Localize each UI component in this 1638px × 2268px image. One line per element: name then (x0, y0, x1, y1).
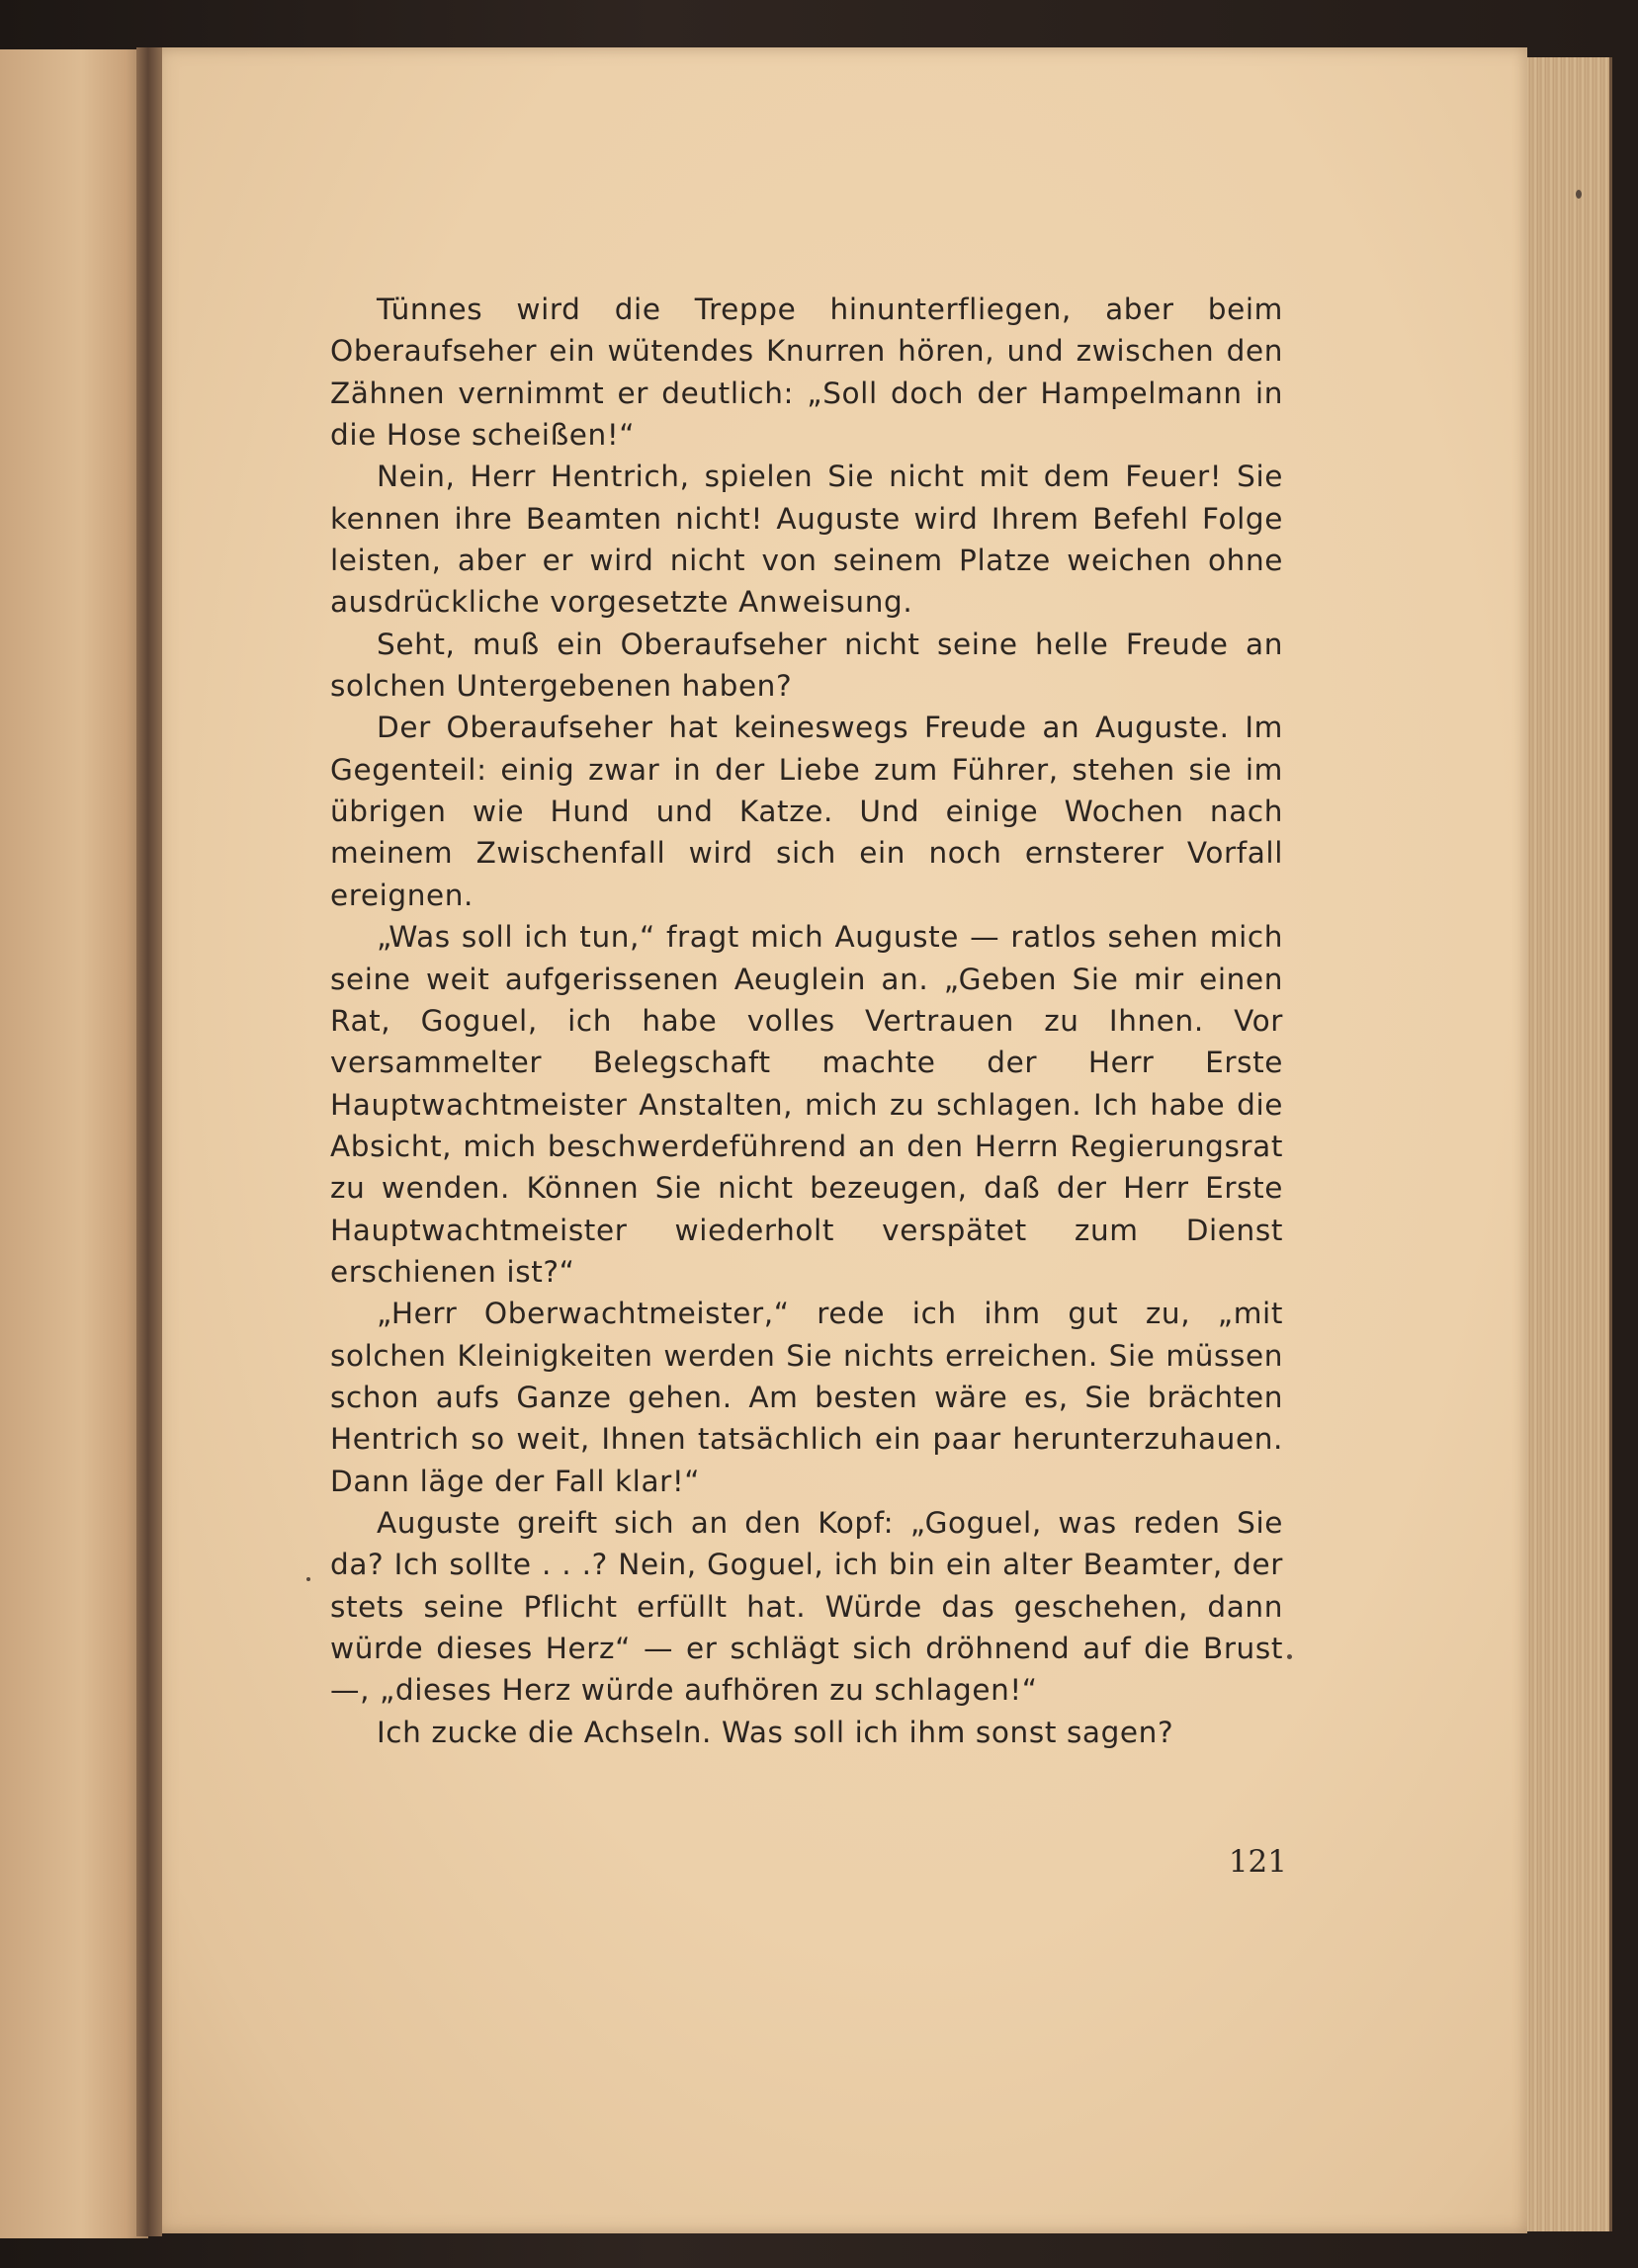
left-page-edge (0, 49, 148, 2238)
paragraph: Der Oberaufseher hat keineswegs Freude an Auguste. Im Gegenteil: einig zwar in der Liebe zum Führer, stehen sie im übrigen wie Hund und Katze. Und einige Wochen nach meinem Zwischenfall wird sich ein noch ernsterer Vorfall ereignen. (330, 711, 1283, 912)
paper-speck (1576, 190, 1582, 199)
paper-speck (1287, 1654, 1292, 1659)
paragraph: „Was soll ich tun,“ fragt mich Auguste — ratlos sehen mich seine weit aufgerissenen Aeuglein an. „Geben Sie mir einen Rat, Goguel, ich habe volles Vertrauen zu Ihnen. Vor versammelter Belegschaft machte der Herr Erste Hauptwachtmeister Anstalten, mich zu schlagen. Ich habe die Absicht, mich beschwerdeführend an den Herrn Regierungsrat zu wenden. Können Sie nicht bezeugen, daß der Herr Erste Hauptwachtmeister wiederholt verspätet zum Dienst erschienen ist?“ (330, 920, 1283, 1289)
page-number: 121 (1228, 1844, 1287, 1880)
paragraph: Tünnes wird die Treppe hinunterfliegen, aber beim Oberaufseher ein wütendes Knurren hören, und zwischen den Zähnen vernimmt er deutlich: „Soll doch der Hampelmann in die Hose scheißen!“ (330, 293, 1283, 453)
paragraph: Ich zucke die Achseln. Was soll ich ihm sonst sagen? (377, 1715, 1174, 1749)
paragraph: Auguste greift sich an den Kopf: „Goguel, was reden Sie da? Ich sollte . . .? Nein, Goguel, ich bin ein alter Beamter, der stets seine Pflicht erfüllt hat. Würde das geschehen, dann würde dieses Herz“ — er schlägt sich dröhnend auf die Brust —, „dieses Herz würde aufhören zu schlagen!“ (330, 1505, 1283, 1708)
paragraph: Seht, muß ein Oberaufseher nicht seine helle Freude an solchen Untergebenen haben? (330, 627, 1283, 704)
book-gutter (136, 47, 162, 2236)
body-text (330, 289, 1283, 1753)
paragraph: Nein, Herr Hentrich, spielen Sie nicht mit dem Feuer! Sie kennen ihre Beamten nicht! Auguste wird Ihrem Befehl Folge leisten, aber er wird nicht von seinem Platze weichen ohne ausdrückliche vorgesetzte Anweisung. (330, 460, 1283, 620)
page-stack-edges (1522, 57, 1612, 2231)
paragraph: „Herr Oberwachtmeister,“ rede ich ihm gut zu, „mit solchen Kleinigkeiten werden Sie nichts erreichen. Sie müssen schon aufs Ganze gehen. Am besten wäre es, Sie brächten Hentrich so weit, Ihnen tatsächlich ein paar herunterzuhauen. Dann läge der Fall klar!“ (330, 1297, 1283, 1498)
paper-speck (306, 1577, 310, 1581)
